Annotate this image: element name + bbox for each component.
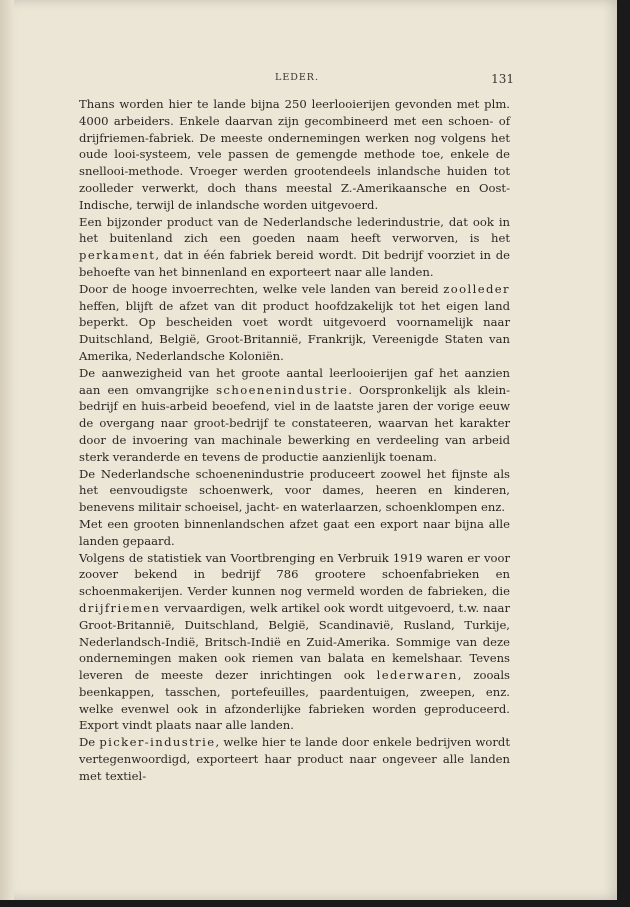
text-segment: De [79, 735, 100, 750]
paragraph-picker-industry [79, 734, 510, 784]
text-segment: , welke hier te lande door enkele bedrijven wordt vertegenwoordigd, exporteert haar product naar ongeveer alle landen met textiel- [79, 735, 510, 783]
spaced-term: schoenenindustrie [216, 382, 349, 397]
paragraph-shoe-industry [79, 365, 510, 466]
paragraph-sole-leather [79, 281, 510, 365]
spaced-term: drijfriemen [79, 600, 161, 615]
page-spine-shadow [0, 0, 14, 900]
page-number: 131 [491, 72, 514, 86]
text-segment: Met een grooten binnenlandschen afzet gaat een export naar bijna alle landen gepaard. [79, 516, 510, 548]
paragraph-parchment [79, 214, 510, 281]
text-segment: De Nederlandsche schoenenindustrie produceert zoowel het fijnste als het eenvoudigste schoenwerk, voor dames, heeren en kinderen, benevens militair schoeisel, jacht- en waterlaarzen, schoenklompen enz. [79, 466, 510, 515]
spaced-term: picker-industrie [99, 735, 216, 750]
running-title: LEDER. [275, 72, 319, 83]
text-segment: Thans worden hier te lande bijna 250 leerlooierijen gevonden met plm. 4000 arbeiders. Enkele daarvan zijn gecombineerd met een schoen- of drijfriemen-fabriek. De meeste ondernemingen werken nog volgens het oude looi-systeem, vele passen de gemengde methode toe, enkele de snellooi-methode. Vroeger werden grootendeels inlandsche huiden tot zoolleder verwerkt, doch thans meestal Z.-Amerikaansche en Oost-Indische, terwijl de inlandsche worden uitgevoerd. [79, 97, 510, 212]
text-segment: Door de hooge invoerrechten, welke vele landen van bereid [79, 281, 444, 296]
text-segment: heffen, blijft de afzet van dit product hoofdzakelijk tot het eigen land beperkt. Op bescheiden voet wordt uitgevoerd voornamelijk naar Duitschland, België, Groot-Britannië, Frankrijk, Vereenigde Staten van Amerika, Nederlandsche Koloniën. [79, 298, 510, 363]
paragraph-shoe-products [79, 466, 510, 516]
text-segment: , dat in één fabriek bereid wordt. Dit bedrijf voorziet in de behoefte van het binnenland en exporteert naar alle landen. [79, 248, 510, 279]
paragraph-statistics [79, 550, 510, 735]
text-segment: Een bijzonder product van de Nederlandsche lederindustrie, dat ook in het buitenland zich een goeden naam heeft verworven, is het [79, 214, 510, 246]
text-segment: , zooals beenkappen, tasschen, portefeuilles, paardentuigen, zweepen, enz. welke evenwel ook in afzonderlijke fabrieken worden geproduceerd. Export vindt plaats naar alle landen. [79, 668, 510, 733]
spaced-term: perkament [79, 248, 156, 263]
text-segment: vervaardigen, welk artikel ook wordt uitgevoerd, t.w. naar Groot-Britannië, Duitschland, België, Scandinavië, Rusland, Turkije, Nederlandsch-Indië, Britsch-Indië en Zuid-Amerika. Sommige van deze ondernemingen maken ook riemen van balata en kemelshaar. Tevens leveren de meeste dezer inrichtingen ook [79, 600, 510, 683]
text-segment: De aanwezigheid van het groote aantal leerlooierijen gaf het aanzien aan een omvangrijke [79, 365, 510, 397]
paragraph-tanneries [79, 96, 510, 214]
text-segment: . Oorspronkelijk als klein-bedrijf en huis-arbeid beoefend, viel in de laatste jaren der vorige eeuw de overgang naar groot-bedrijf te constateeren, waarvan het karakter door de invoering van machinale bewerking en verdeeling van arbeid sterk veranderde en tevens de productie aanzienlijk toenam. [79, 382, 511, 464]
page-header [80, 72, 514, 88]
spaced-term: lederwaren [376, 668, 458, 683]
spaced-term: zoolleder [443, 281, 510, 296]
paragraph-export [79, 516, 510, 550]
text-segment: Volgens de statistiek van Voortbrenging en Verbruik 1919 waren er voor zoover bekend in bedrijf 786 grootere schoenfabrieken en schoenmakerijen. Verder kunnen nog vermeld worden de fabrieken, die [79, 550, 510, 599]
body-text [79, 96, 510, 785]
